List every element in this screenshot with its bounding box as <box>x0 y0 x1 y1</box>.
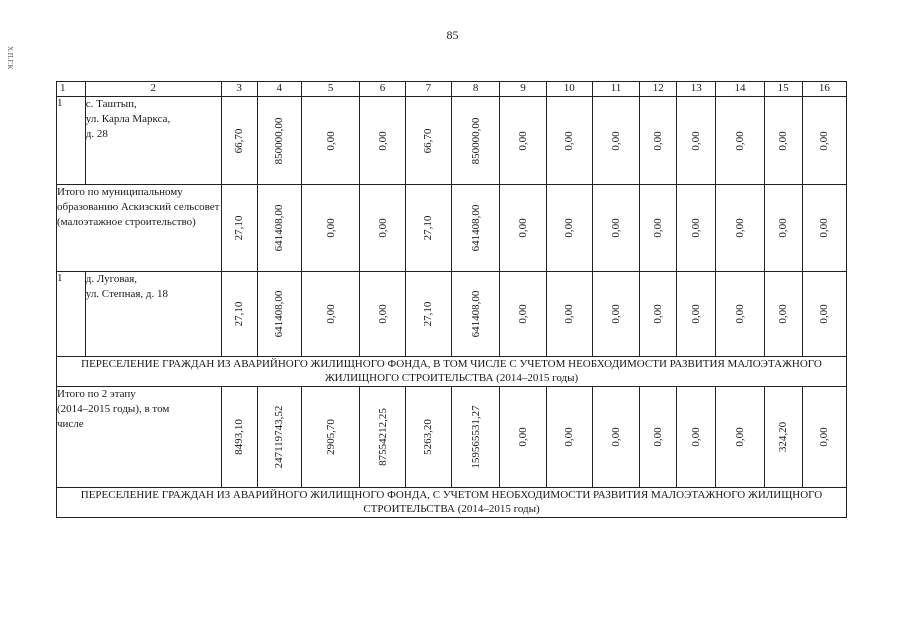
value-text: 0,00 <box>516 304 529 324</box>
page-number: 85 <box>446 28 459 42</box>
value-cell <box>546 185 592 272</box>
value-text: 0,00 <box>376 304 389 324</box>
value-text: 0,00 <box>690 218 703 238</box>
value-text: 0,00 <box>818 130 831 151</box>
value-text: 87554212,25 <box>376 408 389 466</box>
value-text: 0,00 <box>610 218 623 238</box>
column-number: 16 <box>802 82 846 97</box>
value-text: 0,00 <box>376 130 389 151</box>
value-cell <box>221 387 257 488</box>
section-header: ПЕРЕСЕЛЕНИЕ ГРАЖДАН ИЗ АВАРИЙНОГО ЖИЛИЩНОГО ФОНДА, С УЧЕТОМ НЕОБХОДИМОСТИ РАЗВИТИЯ МАЛОЭТАЖНОГО ЖИЛИЩНОГО СТРОИТЕЛЬСТВА (2014–2015 годы) <box>57 488 847 518</box>
value-cell <box>405 97 451 185</box>
value-text: 0,00 <box>777 304 790 324</box>
value-cell <box>451 97 499 185</box>
value-cell <box>451 272 499 357</box>
section-row <box>57 357 847 387</box>
value-text: 0,00 <box>324 304 337 324</box>
value-cell <box>360 97 405 185</box>
row-number: 1 <box>57 272 86 357</box>
value-cell <box>677 97 716 185</box>
column-number: 7 <box>405 82 451 97</box>
column-number: 2 <box>85 82 221 97</box>
value-cell <box>257 272 301 357</box>
column-number: 8 <box>451 82 499 97</box>
row-address: с. Таштып, ул. Карла Маркса, д. 28 <box>85 97 221 185</box>
value-cell <box>802 185 846 272</box>
value-text: 0,00 <box>652 304 665 324</box>
column-number: 4 <box>257 82 301 97</box>
margin-note: Х.П.Г.К <box>6 46 14 70</box>
value-cell <box>405 185 451 272</box>
value-text: 159565531,27 <box>469 405 482 469</box>
value-text: 0,00 <box>610 427 623 447</box>
value-text: 0,00 <box>690 304 703 324</box>
value-cell <box>221 272 257 357</box>
value-text: 641408,00 <box>273 290 286 338</box>
value-text: 0,00 <box>563 304 576 324</box>
section-row <box>57 488 847 518</box>
value-text: 0,00 <box>516 218 529 238</box>
value-cell <box>500 97 546 185</box>
column-number: 15 <box>764 82 802 97</box>
row-total-label: Итого по муниципальному образованию Аскизский сельсовет (малоэтажное строительство) <box>57 185 222 272</box>
value-cell <box>802 97 846 185</box>
value-cell <box>764 272 802 357</box>
value-cell <box>301 272 360 357</box>
column-number: 5 <box>301 82 360 97</box>
row-address: д. Луговая, ул. Степная, д. 18 <box>85 272 221 357</box>
value-text: 641408,00 <box>469 290 482 338</box>
column-number-row <box>57 82 847 97</box>
value-text: 27,10 <box>422 301 435 327</box>
value-text: 0,00 <box>516 130 529 151</box>
value-text: 0,00 <box>563 218 576 238</box>
value-cell <box>592 272 639 357</box>
value-text: 641408,00 <box>273 204 286 252</box>
value-text: 27,10 <box>233 215 246 241</box>
value-text: 0,00 <box>690 427 703 447</box>
value-text: 0,00 <box>652 427 665 447</box>
value-text: 5263,20 <box>422 419 435 455</box>
value-cell <box>301 97 360 185</box>
row-total-label: Итого по 2 этапу (2014–2015 годы), в том числе <box>57 387 222 488</box>
value-cell <box>802 272 846 357</box>
column-number: 13 <box>677 82 716 97</box>
value-text: 0,00 <box>610 130 623 151</box>
value-cell <box>640 387 677 488</box>
value-text: 0,00 <box>652 218 665 238</box>
value-cell <box>640 97 677 185</box>
value-cell <box>546 97 592 185</box>
value-text: 66,70 <box>422 128 435 153</box>
column-number: 12 <box>640 82 677 97</box>
value-cell <box>592 97 639 185</box>
column-number: 3 <box>221 82 257 97</box>
value-cell <box>677 272 716 357</box>
value-cell <box>451 185 499 272</box>
value-cell <box>546 272 592 357</box>
value-text: 0,00 <box>818 304 831 324</box>
resettlement-table <box>56 81 847 518</box>
value-cell <box>716 387 764 488</box>
value-text: 8493,10 <box>233 419 246 455</box>
value-cell <box>301 387 360 488</box>
value-text: 0,00 <box>733 218 746 238</box>
value-text: 2905,70 <box>324 419 337 455</box>
value-cell <box>257 387 301 488</box>
value-cell <box>592 387 639 488</box>
value-cell <box>764 387 802 488</box>
value-cell <box>500 272 546 357</box>
value-cell <box>802 387 846 488</box>
table-row <box>57 97 847 185</box>
value-text: 641408,00 <box>469 204 482 252</box>
value-cell <box>764 185 802 272</box>
value-cell <box>716 97 764 185</box>
value-text: 0,00 <box>777 218 790 238</box>
value-cell <box>592 185 639 272</box>
column-number: 9 <box>500 82 546 97</box>
value-cell <box>360 387 405 488</box>
value-cell <box>546 387 592 488</box>
value-cell <box>500 185 546 272</box>
value-cell <box>500 387 546 488</box>
value-cell <box>716 272 764 357</box>
value-cell <box>716 185 764 272</box>
value-text: 66,70 <box>233 128 246 153</box>
value-text: 324,20 <box>777 421 790 453</box>
value-text: 850000,00 <box>469 117 482 164</box>
column-number: 1 <box>57 82 86 97</box>
value-text: 247119743,52 <box>273 405 286 469</box>
value-text: 0,00 <box>818 427 831 447</box>
value-cell <box>257 97 301 185</box>
value-text: 0,00 <box>733 304 746 324</box>
column-number: 10 <box>546 82 592 97</box>
value-text: 0,00 <box>610 304 623 324</box>
value-text: 27,10 <box>422 215 435 241</box>
column-number: 11 <box>592 82 639 97</box>
value-text: 0,00 <box>324 218 337 238</box>
value-cell <box>221 97 257 185</box>
value-text: 0,00 <box>516 427 529 447</box>
value-text: 0,00 <box>376 218 389 238</box>
value-text: 0,00 <box>818 218 831 238</box>
value-cell <box>677 387 716 488</box>
column-number: 6 <box>360 82 405 97</box>
table-row <box>57 185 847 272</box>
value-cell <box>405 272 451 357</box>
value-cell <box>221 185 257 272</box>
row-number: 1 <box>57 97 86 185</box>
value-cell <box>640 272 677 357</box>
table-row <box>57 272 847 357</box>
value-text: 0,00 <box>563 427 576 447</box>
value-cell <box>764 97 802 185</box>
value-cell <box>257 185 301 272</box>
value-cell <box>301 185 360 272</box>
value-text: 0,00 <box>733 427 746 447</box>
value-text: 850000,00 <box>273 117 286 164</box>
value-cell <box>451 387 499 488</box>
value-text: 0,00 <box>324 130 337 151</box>
value-text: 0,00 <box>652 130 665 151</box>
value-cell <box>360 185 405 272</box>
value-text: 0,00 <box>690 130 703 151</box>
value-text: 0,00 <box>733 130 746 151</box>
value-cell <box>677 185 716 272</box>
value-cell <box>405 387 451 488</box>
value-cell <box>640 185 677 272</box>
value-text: 0,00 <box>777 130 790 151</box>
value-text: 27,10 <box>233 301 246 327</box>
value-cell <box>360 272 405 357</box>
value-text: 0,00 <box>563 130 576 151</box>
table-row <box>57 387 847 488</box>
section-header: ПЕРЕСЕЛЕНИЕ ГРАЖДАН ИЗ АВАРИЙНОГО ЖИЛИЩНОГО ФОНДА, В ТОМ ЧИСЛЕ С УЧЕТОМ НЕОБХОДИМОСТИ РАЗВИТИЯ МАЛОЭТАЖНОГО ЖИЛИЩНОГО СТРОИТЕЛЬСТВА (2014–2015 годы) <box>57 357 847 387</box>
column-number: 14 <box>716 82 764 97</box>
